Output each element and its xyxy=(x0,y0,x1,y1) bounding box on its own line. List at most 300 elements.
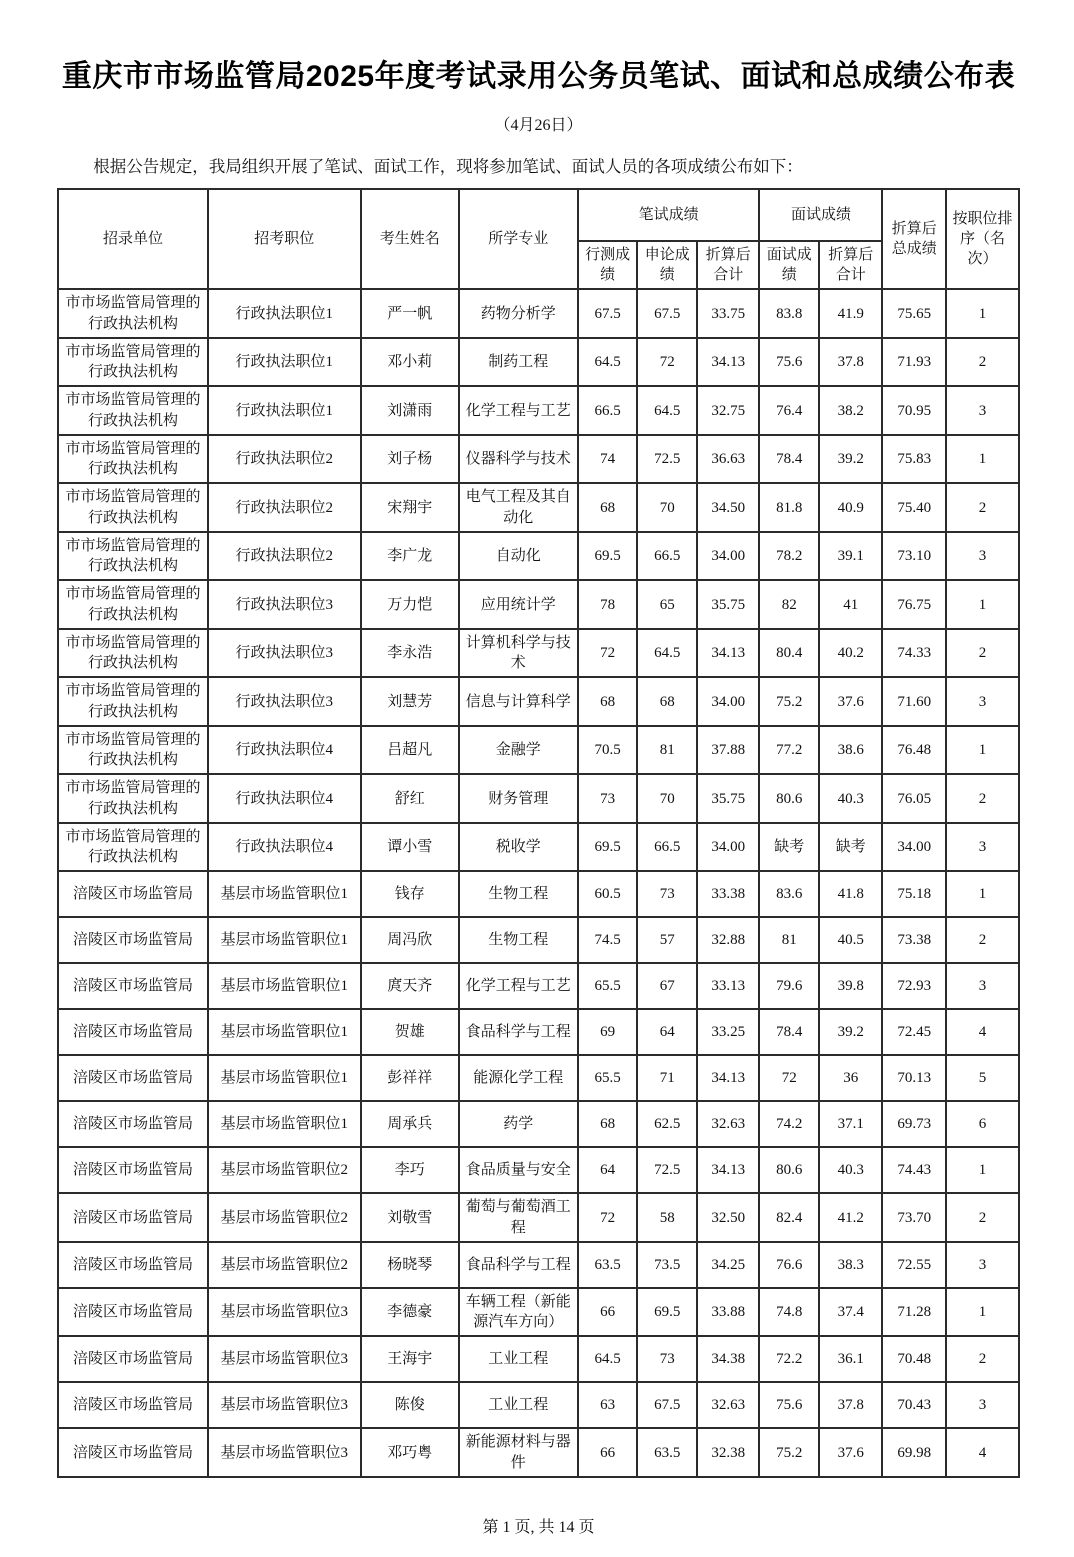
cell-position: 行政执法职位2 xyxy=(208,532,361,581)
cell-unit: 市市场监管局管理的行政执法机构 xyxy=(58,823,208,872)
cell-position: 行政执法职位4 xyxy=(208,774,361,823)
cell-position: 基层市场监管职位1 xyxy=(208,871,361,917)
cell-interview-converted-total: 40.5 xyxy=(819,917,882,963)
cell-candidate-name: 邓小莉 xyxy=(361,338,459,387)
cell-major: 食品科学与工程 xyxy=(459,1009,578,1055)
cell-unit: 涪陵区市场监管局 xyxy=(58,917,208,963)
table-row xyxy=(58,1428,1019,1477)
cell-rank: 1 xyxy=(946,1147,1019,1193)
cell-major: 信息与计算科学 xyxy=(459,677,578,726)
cell-candidate-name: 万力恺 xyxy=(361,580,459,629)
cell-final-total: 70.43 xyxy=(882,1382,945,1428)
table-row xyxy=(58,629,1019,678)
cell-written-converted-total: 34.38 xyxy=(697,1336,759,1382)
cell-major: 税收学 xyxy=(459,823,578,872)
cell-position: 基层市场监管职位2 xyxy=(208,1193,361,1242)
cell-written-converted-total: 32.88 xyxy=(697,917,759,963)
table-row xyxy=(58,1055,1019,1101)
cell-shenlun-score: 63.5 xyxy=(637,1428,697,1477)
cell-unit: 市市场监管局管理的行政执法机构 xyxy=(58,677,208,726)
cell-final-total: 73.10 xyxy=(882,532,945,581)
cell-unit: 涪陵区市场监管局 xyxy=(58,1242,208,1288)
cell-rank: 1 xyxy=(946,289,1019,338)
cell-final-total: 70.48 xyxy=(882,1336,945,1382)
cell-shenlun-score: 57 xyxy=(637,917,697,963)
page-footer: 第 1 页, 共 14 页 xyxy=(482,1518,595,1536)
header-candidate-name: 考生姓名 xyxy=(361,189,459,290)
cell-interview-converted-total: 37.4 xyxy=(819,1288,882,1337)
cell-xingce-score: 64 xyxy=(578,1147,638,1193)
cell-written-converted-total: 34.00 xyxy=(697,532,759,581)
cell-candidate-name: 严一帆 xyxy=(361,289,459,338)
cell-position: 行政执法职位3 xyxy=(208,677,361,726)
cell-written-converted-total: 35.75 xyxy=(697,774,759,823)
cell-rank: 1 xyxy=(946,435,1019,484)
cell-position: 基层市场监管职位3 xyxy=(208,1336,361,1382)
cell-interview-converted-total: 41.9 xyxy=(819,289,882,338)
cell-candidate-name: 邓巧粤 xyxy=(361,1428,459,1477)
cell-major: 葡萄与葡萄酒工程 xyxy=(459,1193,578,1242)
cell-rank: 4 xyxy=(946,1009,1019,1055)
cell-xingce-score: 72 xyxy=(578,629,638,678)
cell-rank: 2 xyxy=(946,1193,1019,1242)
cell-interview-score: 83.8 xyxy=(759,289,819,338)
cell-shenlun-score: 58 xyxy=(637,1193,697,1242)
header-row-groups xyxy=(58,189,1019,241)
cell-unit: 涪陵区市场监管局 xyxy=(58,1382,208,1428)
cell-candidate-name: 陈俊 xyxy=(361,1382,459,1428)
cell-major: 电气工程及其自动化 xyxy=(459,483,578,532)
cell-interview-converted-total: 38.2 xyxy=(819,386,882,435)
cell-xingce-score: 68 xyxy=(578,483,638,532)
cell-rank: 2 xyxy=(946,774,1019,823)
page-title: 重庆市市场监管局2025年度考试录用公务员笔试、面试和总成绩公布表 xyxy=(61,60,1016,93)
cell-written-converted-total: 34.13 xyxy=(697,629,759,678)
table-row xyxy=(58,917,1019,963)
cell-candidate-name: 周冯欣 xyxy=(361,917,459,963)
cell-unit: 市市场监管局管理的行政执法机构 xyxy=(58,532,208,581)
header-final-total: 折算后总成绩 xyxy=(882,189,945,290)
cell-unit: 涪陵区市场监管局 xyxy=(58,1055,208,1101)
cell-rank: 3 xyxy=(946,1242,1019,1288)
cell-shenlun-score: 66.5 xyxy=(637,823,697,872)
cell-final-total: 74.33 xyxy=(882,629,945,678)
cell-unit: 市市场监管局管理的行政执法机构 xyxy=(58,289,208,338)
cell-interview-converted-total: 37.6 xyxy=(819,677,882,726)
cell-interview-score: 78.4 xyxy=(759,1009,819,1055)
cell-final-total: 75.65 xyxy=(882,289,945,338)
cell-unit: 市市场监管局管理的行政执法机构 xyxy=(58,726,208,775)
table-row xyxy=(58,289,1019,338)
cell-shenlun-score: 72.5 xyxy=(637,435,697,484)
cell-interview-score: 80.4 xyxy=(759,629,819,678)
cell-major: 自动化 xyxy=(459,532,578,581)
cell-rank: 3 xyxy=(946,532,1019,581)
header-written-group: 笔试成绩 xyxy=(578,189,760,241)
cell-interview-score: 83.6 xyxy=(759,871,819,917)
cell-rank: 2 xyxy=(946,917,1019,963)
cell-xingce-score: 68 xyxy=(578,1101,638,1147)
cell-shenlun-score: 72.5 xyxy=(637,1147,697,1193)
cell-candidate-name: 刘潇雨 xyxy=(361,386,459,435)
cell-final-total: 69.73 xyxy=(882,1101,945,1147)
cell-candidate-name: 彭祥祥 xyxy=(361,1055,459,1101)
cell-shenlun-score: 64 xyxy=(637,1009,697,1055)
cell-interview-score: 75.6 xyxy=(759,338,819,387)
table-row xyxy=(58,1147,1019,1193)
cell-candidate-name: 李永浩 xyxy=(361,629,459,678)
cell-candidate-name: 李德豪 xyxy=(361,1288,459,1337)
cell-written-converted-total: 34.50 xyxy=(697,483,759,532)
cell-interview-converted-total: 40.9 xyxy=(819,483,882,532)
cell-candidate-name: 吕超凡 xyxy=(361,726,459,775)
cell-position: 基层市场监管职位1 xyxy=(208,1101,361,1147)
cell-candidate-name: 谭小雪 xyxy=(361,823,459,872)
cell-unit: 涪陵区市场监管局 xyxy=(58,1288,208,1337)
cell-position: 行政执法职位1 xyxy=(208,289,361,338)
header-shenlun-score: 申论成绩 xyxy=(637,241,697,290)
cell-interview-score: 76.6 xyxy=(759,1242,819,1288)
cell-written-converted-total: 34.13 xyxy=(697,338,759,387)
cell-final-total: 72.93 xyxy=(882,963,945,1009)
cell-major: 计算机科学与技术 xyxy=(459,629,578,678)
cell-interview-converted-total: 40.3 xyxy=(819,774,882,823)
table-row xyxy=(58,1336,1019,1382)
cell-written-converted-total: 34.13 xyxy=(697,1055,759,1101)
cell-unit: 涪陵区市场监管局 xyxy=(58,1101,208,1147)
cell-written-converted-total: 32.63 xyxy=(697,1101,759,1147)
cell-written-converted-total: 32.63 xyxy=(697,1382,759,1428)
cell-major: 药学 xyxy=(459,1101,578,1147)
results-table xyxy=(57,188,1020,1478)
cell-interview-score: 75.6 xyxy=(759,1382,819,1428)
cell-position: 行政执法职位3 xyxy=(208,629,361,678)
cell-rank: 3 xyxy=(946,823,1019,872)
cell-xingce-score: 68 xyxy=(578,677,638,726)
table-row xyxy=(58,1288,1019,1337)
cell-rank: 2 xyxy=(946,629,1019,678)
table-row xyxy=(58,338,1019,387)
cell-final-total: 74.43 xyxy=(882,1147,945,1193)
cell-interview-score: 75.2 xyxy=(759,1428,819,1477)
cell-written-converted-total: 34.13 xyxy=(697,1147,759,1193)
results-table-header xyxy=(58,189,1019,290)
header-written-converted-total: 折算后合计 xyxy=(697,241,759,290)
cell-unit: 涪陵区市场监管局 xyxy=(58,1428,208,1477)
header-interview-group: 面试成绩 xyxy=(759,189,882,241)
cell-xingce-score: 66 xyxy=(578,1428,638,1477)
cell-final-total: 73.38 xyxy=(882,917,945,963)
cell-shenlun-score: 81 xyxy=(637,726,697,775)
cell-interview-score: 80.6 xyxy=(759,1147,819,1193)
cell-unit: 涪陵区市场监管局 xyxy=(58,1009,208,1055)
cell-rank: 3 xyxy=(946,677,1019,726)
cell-rank: 1 xyxy=(946,580,1019,629)
cell-unit: 市市场监管局管理的行政执法机构 xyxy=(58,580,208,629)
cell-major: 车辆工程（新能源汽车方向） xyxy=(459,1288,578,1337)
cell-candidate-name: 庹天齐 xyxy=(361,963,459,1009)
table-row xyxy=(58,1242,1019,1288)
cell-interview-converted-total: 39.8 xyxy=(819,963,882,1009)
cell-xingce-score: 69.5 xyxy=(578,532,638,581)
table-row xyxy=(58,532,1019,581)
cell-position: 行政执法职位3 xyxy=(208,580,361,629)
header-major: 所学专业 xyxy=(459,189,578,290)
cell-xingce-score: 63 xyxy=(578,1382,638,1428)
cell-shenlun-score: 72 xyxy=(637,338,697,387)
cell-shenlun-score: 65 xyxy=(637,580,697,629)
cell-candidate-name: 舒红 xyxy=(361,774,459,823)
cell-final-total: 75.18 xyxy=(882,871,945,917)
cell-shenlun-score: 68 xyxy=(637,677,697,726)
cell-final-total: 73.70 xyxy=(882,1193,945,1242)
cell-final-total: 75.83 xyxy=(882,435,945,484)
cell-unit: 涪陵区市场监管局 xyxy=(58,1336,208,1382)
cell-rank: 5 xyxy=(946,1055,1019,1101)
results-table-body xyxy=(58,289,1019,1477)
cell-rank: 3 xyxy=(946,1382,1019,1428)
cell-candidate-name: 周承兵 xyxy=(361,1101,459,1147)
cell-interview-converted-total: 41.2 xyxy=(819,1193,882,1242)
header-xingce-score: 行测成绩 xyxy=(578,241,638,290)
table-row xyxy=(58,963,1019,1009)
cell-written-converted-total: 33.75 xyxy=(697,289,759,338)
cell-final-total: 76.75 xyxy=(882,580,945,629)
cell-interview-score: 76.4 xyxy=(759,386,819,435)
cell-position: 行政执法职位4 xyxy=(208,823,361,872)
cell-position: 基层市场监管职位3 xyxy=(208,1428,361,1477)
cell-position: 行政执法职位4 xyxy=(208,726,361,775)
cell-major: 工业工程 xyxy=(459,1336,578,1382)
cell-major: 新能源材料与器件 xyxy=(459,1428,578,1477)
cell-interview-converted-total: 36 xyxy=(819,1055,882,1101)
cell-interview-score: 81.8 xyxy=(759,483,819,532)
cell-unit: 市市场监管局管理的行政执法机构 xyxy=(58,629,208,678)
cell-written-converted-total: 34.00 xyxy=(697,823,759,872)
cell-interview-score: 82 xyxy=(759,580,819,629)
cell-final-total: 76.48 xyxy=(882,726,945,775)
table-row xyxy=(58,386,1019,435)
header-interview-converted-total: 折算后合计 xyxy=(819,241,882,290)
cell-major: 工业工程 xyxy=(459,1382,578,1428)
cell-written-converted-total: 32.38 xyxy=(697,1428,759,1477)
cell-rank: 6 xyxy=(946,1101,1019,1147)
cell-major: 食品质量与安全 xyxy=(459,1147,578,1193)
cell-interview-converted-total: 41.8 xyxy=(819,871,882,917)
cell-xingce-score: 60.5 xyxy=(578,871,638,917)
cell-shenlun-score: 73 xyxy=(637,1336,697,1382)
cell-position: 行政执法职位1 xyxy=(208,338,361,387)
cell-rank: 2 xyxy=(946,338,1019,387)
header-unit: 招录单位 xyxy=(58,189,208,290)
cell-rank: 2 xyxy=(946,483,1019,532)
cell-interview-converted-total: 36.1 xyxy=(819,1336,882,1382)
cell-xingce-score: 66 xyxy=(578,1288,638,1337)
cell-interview-score: 78.4 xyxy=(759,435,819,484)
cell-final-total: 70.95 xyxy=(882,386,945,435)
table-row xyxy=(58,1101,1019,1147)
cell-candidate-name: 钱存 xyxy=(361,871,459,917)
cell-shenlun-score: 64.5 xyxy=(637,629,697,678)
cell-candidate-name: 李巧 xyxy=(361,1147,459,1193)
cell-interview-score: 80.6 xyxy=(759,774,819,823)
cell-major: 财务管理 xyxy=(459,774,578,823)
cell-xingce-score: 65.5 xyxy=(578,963,638,1009)
cell-major: 能源化学工程 xyxy=(459,1055,578,1101)
cell-xingce-score: 74 xyxy=(578,435,638,484)
table-row xyxy=(58,871,1019,917)
cell-interview-converted-total: 缺考 xyxy=(819,823,882,872)
cell-interview-score: 75.2 xyxy=(759,677,819,726)
cell-written-converted-total: 35.75 xyxy=(697,580,759,629)
cell-unit: 市市场监管局管理的行政执法机构 xyxy=(58,483,208,532)
cell-shenlun-score: 71 xyxy=(637,1055,697,1101)
table-row xyxy=(58,1009,1019,1055)
cell-major: 化学工程与工艺 xyxy=(459,963,578,1009)
cell-interview-score: 缺考 xyxy=(759,823,819,872)
table-row xyxy=(58,1382,1019,1428)
cell-written-converted-total: 37.88 xyxy=(697,726,759,775)
cell-unit: 市市场监管局管理的行政执法机构 xyxy=(58,435,208,484)
cell-interview-score: 74.2 xyxy=(759,1101,819,1147)
cell-candidate-name: 李广龙 xyxy=(361,532,459,581)
table-row xyxy=(58,483,1019,532)
cell-rank: 1 xyxy=(946,871,1019,917)
header-rank: 按职位排序（名次） xyxy=(946,189,1019,290)
cell-rank: 2 xyxy=(946,1336,1019,1382)
cell-final-total: 76.05 xyxy=(882,774,945,823)
cell-xingce-score: 65.5 xyxy=(578,1055,638,1101)
cell-unit: 涪陵区市场监管局 xyxy=(58,1147,208,1193)
cell-xingce-score: 70.5 xyxy=(578,726,638,775)
cell-interview-converted-total: 37.1 xyxy=(819,1101,882,1147)
cell-major: 化学工程与工艺 xyxy=(459,386,578,435)
cell-candidate-name: 刘子杨 xyxy=(361,435,459,484)
cell-interview-score: 78.2 xyxy=(759,532,819,581)
cell-final-total: 71.60 xyxy=(882,677,945,726)
cell-written-converted-total: 33.25 xyxy=(697,1009,759,1055)
cell-position: 基层市场监管职位1 xyxy=(208,963,361,1009)
cell-interview-score: 79.6 xyxy=(759,963,819,1009)
cell-major: 应用统计学 xyxy=(459,580,578,629)
cell-position: 基层市场监管职位2 xyxy=(208,1242,361,1288)
cell-position: 基层市场监管职位1 xyxy=(208,1009,361,1055)
cell-written-converted-total: 32.75 xyxy=(697,386,759,435)
cell-position: 行政执法职位1 xyxy=(208,386,361,435)
cell-interview-converted-total: 39.2 xyxy=(819,435,882,484)
table-row xyxy=(58,1193,1019,1242)
cell-xingce-score: 64.5 xyxy=(578,1336,638,1382)
cell-shenlun-score: 70 xyxy=(637,483,697,532)
cell-position: 基层市场监管职位3 xyxy=(208,1288,361,1337)
cell-unit: 涪陵区市场监管局 xyxy=(58,1193,208,1242)
cell-interview-converted-total: 39.1 xyxy=(819,532,882,581)
cell-rank: 3 xyxy=(946,963,1019,1009)
cell-interview-score: 72 xyxy=(759,1055,819,1101)
cell-final-total: 69.98 xyxy=(882,1428,945,1477)
cell-interview-converted-total: 37.8 xyxy=(819,338,882,387)
cell-candidate-name: 杨晓琴 xyxy=(361,1242,459,1288)
cell-interview-converted-total: 40.3 xyxy=(819,1147,882,1193)
table-row xyxy=(58,774,1019,823)
cell-shenlun-score: 69.5 xyxy=(637,1288,697,1337)
cell-interview-score: 74.8 xyxy=(759,1288,819,1337)
cell-candidate-name: 王海宇 xyxy=(361,1336,459,1382)
cell-written-converted-total: 36.63 xyxy=(697,435,759,484)
cell-shenlun-score: 62.5 xyxy=(637,1101,697,1147)
cell-rank: 1 xyxy=(946,726,1019,775)
cell-xingce-score: 69.5 xyxy=(578,823,638,872)
cell-position: 行政执法职位2 xyxy=(208,483,361,532)
cell-xingce-score: 63.5 xyxy=(578,1242,638,1288)
cell-unit: 市市场监管局管理的行政执法机构 xyxy=(58,774,208,823)
cell-position: 行政执法职位2 xyxy=(208,435,361,484)
cell-rank: 1 xyxy=(946,1288,1019,1337)
cell-written-converted-total: 33.38 xyxy=(697,871,759,917)
table-row xyxy=(58,677,1019,726)
cell-unit: 市市场监管局管理的行政执法机构 xyxy=(58,338,208,387)
date-line: （4月26日） xyxy=(494,116,583,134)
table-row xyxy=(58,435,1019,484)
cell-xingce-score: 74.5 xyxy=(578,917,638,963)
cell-interview-converted-total: 39.2 xyxy=(819,1009,882,1055)
cell-interview-score: 77.2 xyxy=(759,726,819,775)
cell-interview-score: 82.4 xyxy=(759,1193,819,1242)
cell-candidate-name: 贺雄 xyxy=(361,1009,459,1055)
cell-major: 药物分析学 xyxy=(459,289,578,338)
cell-candidate-name: 刘慧芳 xyxy=(361,677,459,726)
cell-interview-converted-total: 37.8 xyxy=(819,1382,882,1428)
cell-xingce-score: 64.5 xyxy=(578,338,638,387)
intro-paragraph: 根据公告规定，我局组织开展了笔试、面试工作，现将参加笔试、面试人员的各项成绩公布如下： xyxy=(93,156,803,176)
cell-xingce-score: 72 xyxy=(578,1193,638,1242)
cell-major: 金融学 xyxy=(459,726,578,775)
cell-final-total: 34.00 xyxy=(882,823,945,872)
cell-shenlun-score: 67.5 xyxy=(637,1382,697,1428)
cell-xingce-score: 66.5 xyxy=(578,386,638,435)
cell-final-total: 72.55 xyxy=(882,1242,945,1288)
cell-position: 基层市场监管职位1 xyxy=(208,917,361,963)
cell-position: 基层市场监管职位1 xyxy=(208,1055,361,1101)
cell-interview-converted-total: 37.6 xyxy=(819,1428,882,1477)
cell-final-total: 71.93 xyxy=(882,338,945,387)
cell-final-total: 72.45 xyxy=(882,1009,945,1055)
cell-interview-converted-total: 38.6 xyxy=(819,726,882,775)
cell-final-total: 75.40 xyxy=(882,483,945,532)
cell-written-converted-total: 33.88 xyxy=(697,1288,759,1337)
cell-written-converted-total: 32.50 xyxy=(697,1193,759,1242)
cell-position: 基层市场监管职位3 xyxy=(208,1382,361,1428)
cell-shenlun-score: 73 xyxy=(637,871,697,917)
cell-unit: 涪陵区市场监管局 xyxy=(58,871,208,917)
cell-major: 食品科学与工程 xyxy=(459,1242,578,1288)
header-interview-score: 面试成绩 xyxy=(759,241,819,290)
cell-interview-score: 81 xyxy=(759,917,819,963)
cell-interview-converted-total: 38.3 xyxy=(819,1242,882,1288)
cell-candidate-name: 刘敬雪 xyxy=(361,1193,459,1242)
cell-final-total: 70.13 xyxy=(882,1055,945,1101)
cell-interview-score: 72.2 xyxy=(759,1336,819,1382)
cell-xingce-score: 69 xyxy=(578,1009,638,1055)
cell-shenlun-score: 67 xyxy=(637,963,697,1009)
cell-major: 仪器科学与技术 xyxy=(459,435,578,484)
cell-interview-converted-total: 40.2 xyxy=(819,629,882,678)
cell-xingce-score: 73 xyxy=(578,774,638,823)
cell-written-converted-total: 34.25 xyxy=(697,1242,759,1288)
cell-shenlun-score: 66.5 xyxy=(637,532,697,581)
cell-shenlun-score: 64.5 xyxy=(637,386,697,435)
header-position: 招考职位 xyxy=(208,189,361,290)
